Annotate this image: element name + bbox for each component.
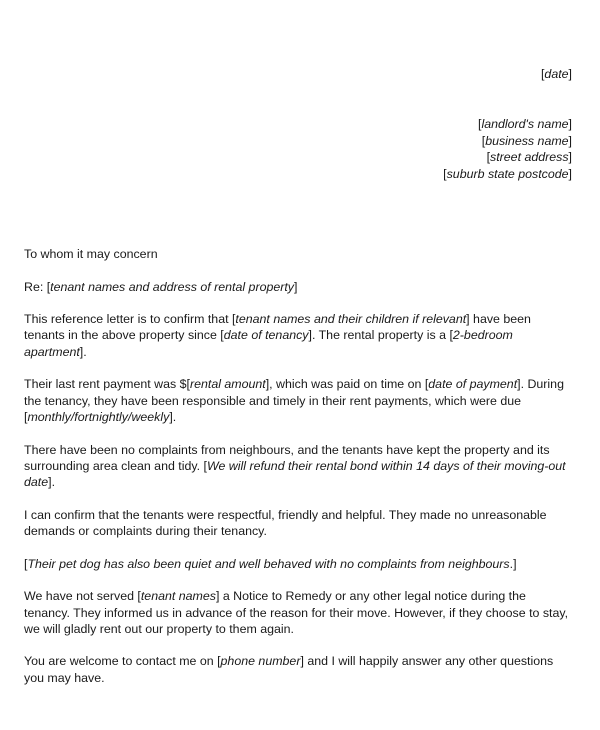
paragraph-conduct: I can confirm that the tenants were respectful, friendly and helpful. They made no unreasonable demands or complaints during their tenancy.: [24, 507, 547, 539]
paragraph-pet: [Their pet dog has also been quiet and well behaved with no complaints from neighbours.]: [24, 556, 517, 571]
address-line-4: [suburb state postcode]: [443, 166, 572, 181]
address-line-2: [business name]: [481, 133, 572, 148]
letter-body: [24, 246, 574, 702]
paragraph-payment: Their last rent payment was $[rental amount], which was paid on time on [date of payment]. During the tenancy, they have been responsible and timely in their rent payments, which were due [monthly/fortnightly/weekly].: [24, 377, 564, 424]
address-line-1: [landlord's name]: [478, 117, 572, 131]
address-line-3: [street address]: [486, 150, 572, 164]
date-line: [date]: [540, 67, 572, 81]
salutation: To whom it may concern: [24, 247, 158, 261]
paragraph-complaints: There have been no complaints from neighbours, and the tenants have kept the property and its surrounding area clean and tidy. [We will refund their rental bond within 14 days of their moving-out date].: [24, 442, 566, 490]
paragraph-notice: We have not served [tenant names] a Notice to Remedy or any other legal notice during the tenancy. They informed us in advance of the reason for their move. However, if they choose to stay, we will gladly rent out our property to them again.: [24, 589, 569, 636]
date-placeholder: date: [544, 67, 569, 81]
paragraph-contact: You are welcome to contact me on [phone number] and I will happily answer any other questions you may have.: [24, 654, 554, 685]
paragraph-confirm: This reference letter is to confirm that [tenant names and their children if relevant] have been tenants in the above property since [date of tenancy]. The rental property is a [2-bedroom apartment].: [24, 312, 531, 359]
re-line: Re: [tenant names and address of rental property]: [24, 279, 298, 294]
recipient-address: [443, 116, 572, 182]
